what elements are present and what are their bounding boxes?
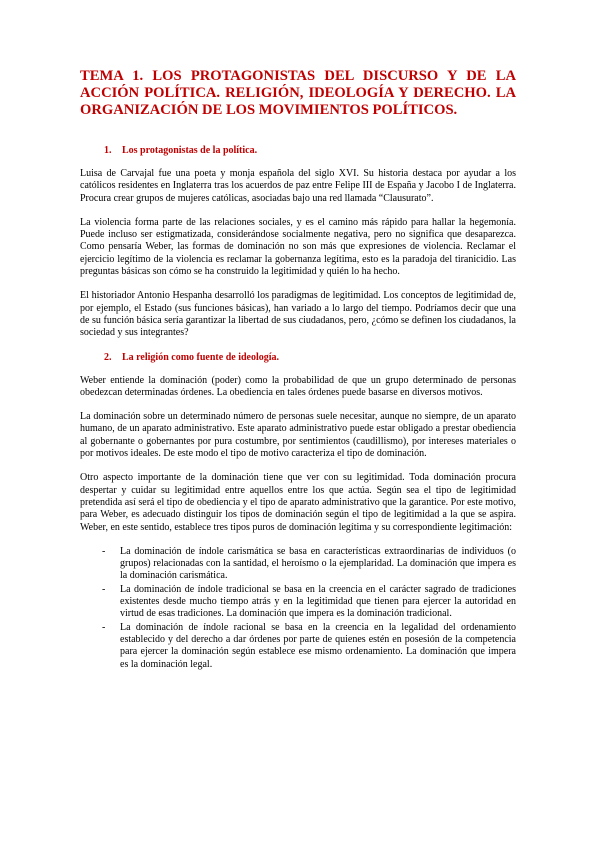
section-2-paragraph-1: Weber entiende la dominación (poder) como la probabilidad de que un grupo determinado de personas obedezcan determinadas órdenes. La obediencia en tales órdenes puede basarse en diversos motivos. xyxy=(80,374,516,398)
list-item-text: La dominación de índole carismática se basa en características extraordinarias de individuos (o grupos) relacionadas con la santidad, el heroísmo o la ejemplaridad. La dominación que impera es la dominación carismática. xyxy=(120,545,516,582)
section-2-number: 2. xyxy=(104,351,112,363)
section-1-paragraph-2: La violencia forma parte de las relaciones sociales, y es el camino más rápido para hallar la hegemonía. Puede incluso ser estigmatizada, considerándose socialmente negativa, pero no significa que desaparezca. Como pensaría Weber, las formas de dominación no son más que expresiones de violencia. Reclamar el ejercicio legítimo de la violencia es reclamar la gobernanza legítima, esto es la paradoja del tiranicidio. Las preguntas básicas son cómo se ha construido la legitimidad y quién lo ha hecho. xyxy=(80,216,516,278)
document-title: TEMA 1. LOS PROTAGONISTAS DEL DISCURSO Y DE LA ACCIÓN POLÍTICA. RELIGIÓN, IDEOLOGÍA Y DERECHO. LA ORGANIZACIÓN DE LOS MOVIMIENTOS POLÍTICOS. xyxy=(80,68,516,118)
section-2-paragraph-2: La dominación sobre un determinado número de personas suele necesitar, aunque no siempre, de un aparato humano, de un aparato administrativo. Este aparato administrativo puede estar obligado a prestar obediencia al gobernante o gobernantes por pura costumbre, por sentimientos (caudillismo), por intereses materiales o por motivos ideales. De este modo el tipo de motivo caracteriza el tipo de dominación. xyxy=(80,411,516,460)
section-2-paragraph-3: Otro aspecto importante de la dominación tiene que ver con su legitimidad. Toda dominación procura despertar y cuidar su legitimidad entre aquellos entre los que actúa. Según sea el tipo de legitimidad pretendida así será el tipo de obediencia y el tipo de aparato administrativo que la garantice. Por este motivo, para Weber, es adecuado distinguir los tipos de dominación según el tipo de legitimidad a la que se aspira. Weber, en este sentido, establece tres tipos puros de dominación legítima y su correspondiente legitimación: xyxy=(80,472,516,533)
section-2-heading-text: La religión como fuente de ideología. xyxy=(122,351,280,363)
document-page xyxy=(80,68,516,672)
list-item xyxy=(80,584,516,621)
list-bullet: - xyxy=(102,545,106,557)
section-1-heading-text: Los protagonistas de la política. xyxy=(122,145,258,156)
section-2-heading xyxy=(104,352,516,363)
domination-types-list xyxy=(80,546,516,671)
list-item xyxy=(80,546,516,583)
list-item-text: La dominación de índole tradicional se basa en la creencia en el carácter sagrado de tradiciones existentes desde mucho tiempo atrás y en la legitimidad que tienen para ejercer la autoridad en virtud de esas tradiciones. La dominación que impera es la dominación tradicional. xyxy=(120,583,516,620)
list-bullet: - xyxy=(102,583,106,595)
section-1-number: 1. xyxy=(104,145,112,156)
list-item-text: La dominación de índole racional se basa en la creencia en la legalidad del ordenamiento establecido y del derecho a dar órdenes por parte de quienes estén en posesión de la competencia para ejercer la dominación según establece ese mismo ordenamiento. La dominación que impera es la dominación legal. xyxy=(120,621,516,670)
list-bullet: - xyxy=(102,621,106,633)
section-1-paragraph-3: El historiador Antonio Hespanha desarrolló los paradigmas de legitimidad. Los conceptos de legitimidad de, por ejemplo, el Estado (sus funciones básicas), han variado a lo largo del tiempo. Podríamos decir que una de su función básica sería garantizar la libertad de sus ciudadanos, pero, ¿cómo se definen los ciudadanos, la sociedad y sus integrantes? xyxy=(80,290,516,339)
section-1-paragraph-1: Luisa de Carvajal fue una poeta y monja española del siglo XVI. Su historia destaca por ayudar a los católicos residentes en Inglaterra tras los acuerdos de paz entre Felipe III de España y Jacobo I de Inglaterra. Procura crear grupos de mujeres católicas, asociadas bajo una red llamada “Clausurato”. xyxy=(80,168,516,204)
list-item xyxy=(80,622,516,671)
section-1-heading xyxy=(104,145,516,156)
